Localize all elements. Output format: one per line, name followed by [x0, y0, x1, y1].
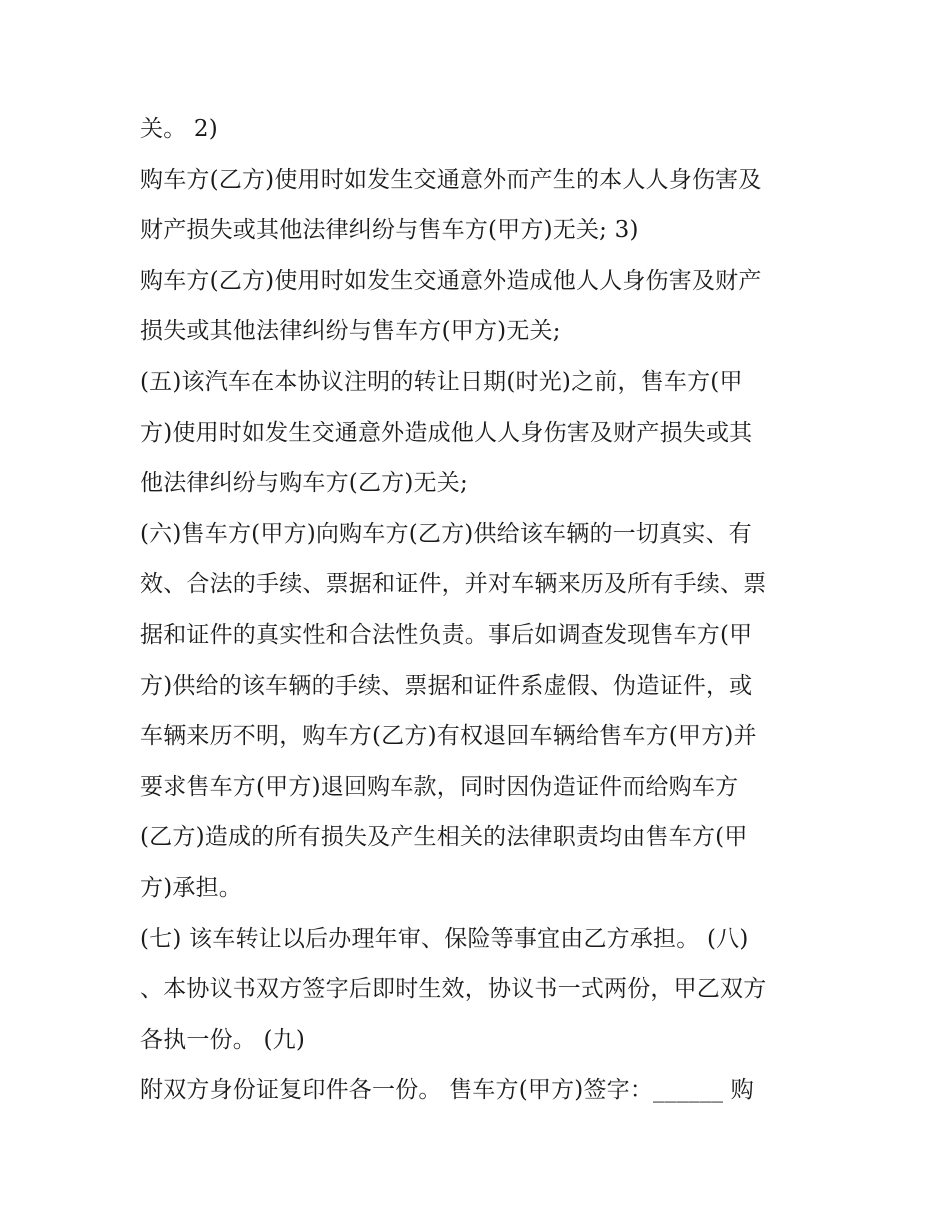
- text-line: (七) 该车转让以后办理年审、保险等事宜由乙方承担。 (八): [140, 925, 749, 952]
- text-line: (六)售车方(甲方)向购车方(乙方)供给该车辆的一切真实、有: [140, 520, 752, 547]
- text-line: 方)使用时如发生交通意外造成他人人身伤害及财产损失或其: [140, 419, 753, 446]
- text-line: 他法律纠纷与购车方(乙方)无关;: [140, 470, 468, 497]
- document-body: [140, 104, 830, 1116]
- text-line: (乙方)造成的所有损失及产生相关的法律职责均由售车方(甲: [140, 824, 748, 851]
- text-line: 据和证件的真实性和合法性负责。事后如调查发现售车方(甲: [140, 621, 753, 648]
- text-line: 购车方(乙方)使用时如发生交通意外造成他人人身伤害及财产: [140, 267, 762, 294]
- text-line: 方)供给的该车辆的手续、票据和证件系虚假、伪造证件，或: [140, 672, 753, 699]
- text-line: 关。 2): [140, 116, 218, 142]
- text-line: 购车方(乙方)使用时如发生交通意外而产生的本人人身伤害及: [140, 166, 762, 193]
- text-line: 方)承担。: [140, 874, 242, 901]
- text-line: 损失或其他法律纠纷与售车方(甲方)无关;: [140, 318, 561, 345]
- text-line: 车辆来历不明，购车方(乙方)有权退回车辆给售车方(甲方)并: [140, 723, 757, 750]
- text-line: 要求售车方(甲方)退回购车款，同时因伪造证件而给购车方: [140, 773, 739, 800]
- text-line: (五)该汽车在本协议注明的转让日期(时光)之前，售车方(甲: [140, 368, 743, 395]
- text-line: 、本协议书双方签字后即时生效，协议书一式两份，甲乙双方: [140, 976, 767, 1003]
- text-line: 效、合法的手续、票据和证件，并对车辆来历及所有手续、票: [140, 571, 767, 598]
- text-line: 各执一份。 (九): [140, 1026, 306, 1053]
- text-line: 财产损失或其他法律纠纷与售车方(甲方)无关; 3): [140, 217, 639, 244]
- text-line: 附双方身份证复印件各一份。 售车方(甲方)签字：______ 购: [140, 1077, 754, 1104]
